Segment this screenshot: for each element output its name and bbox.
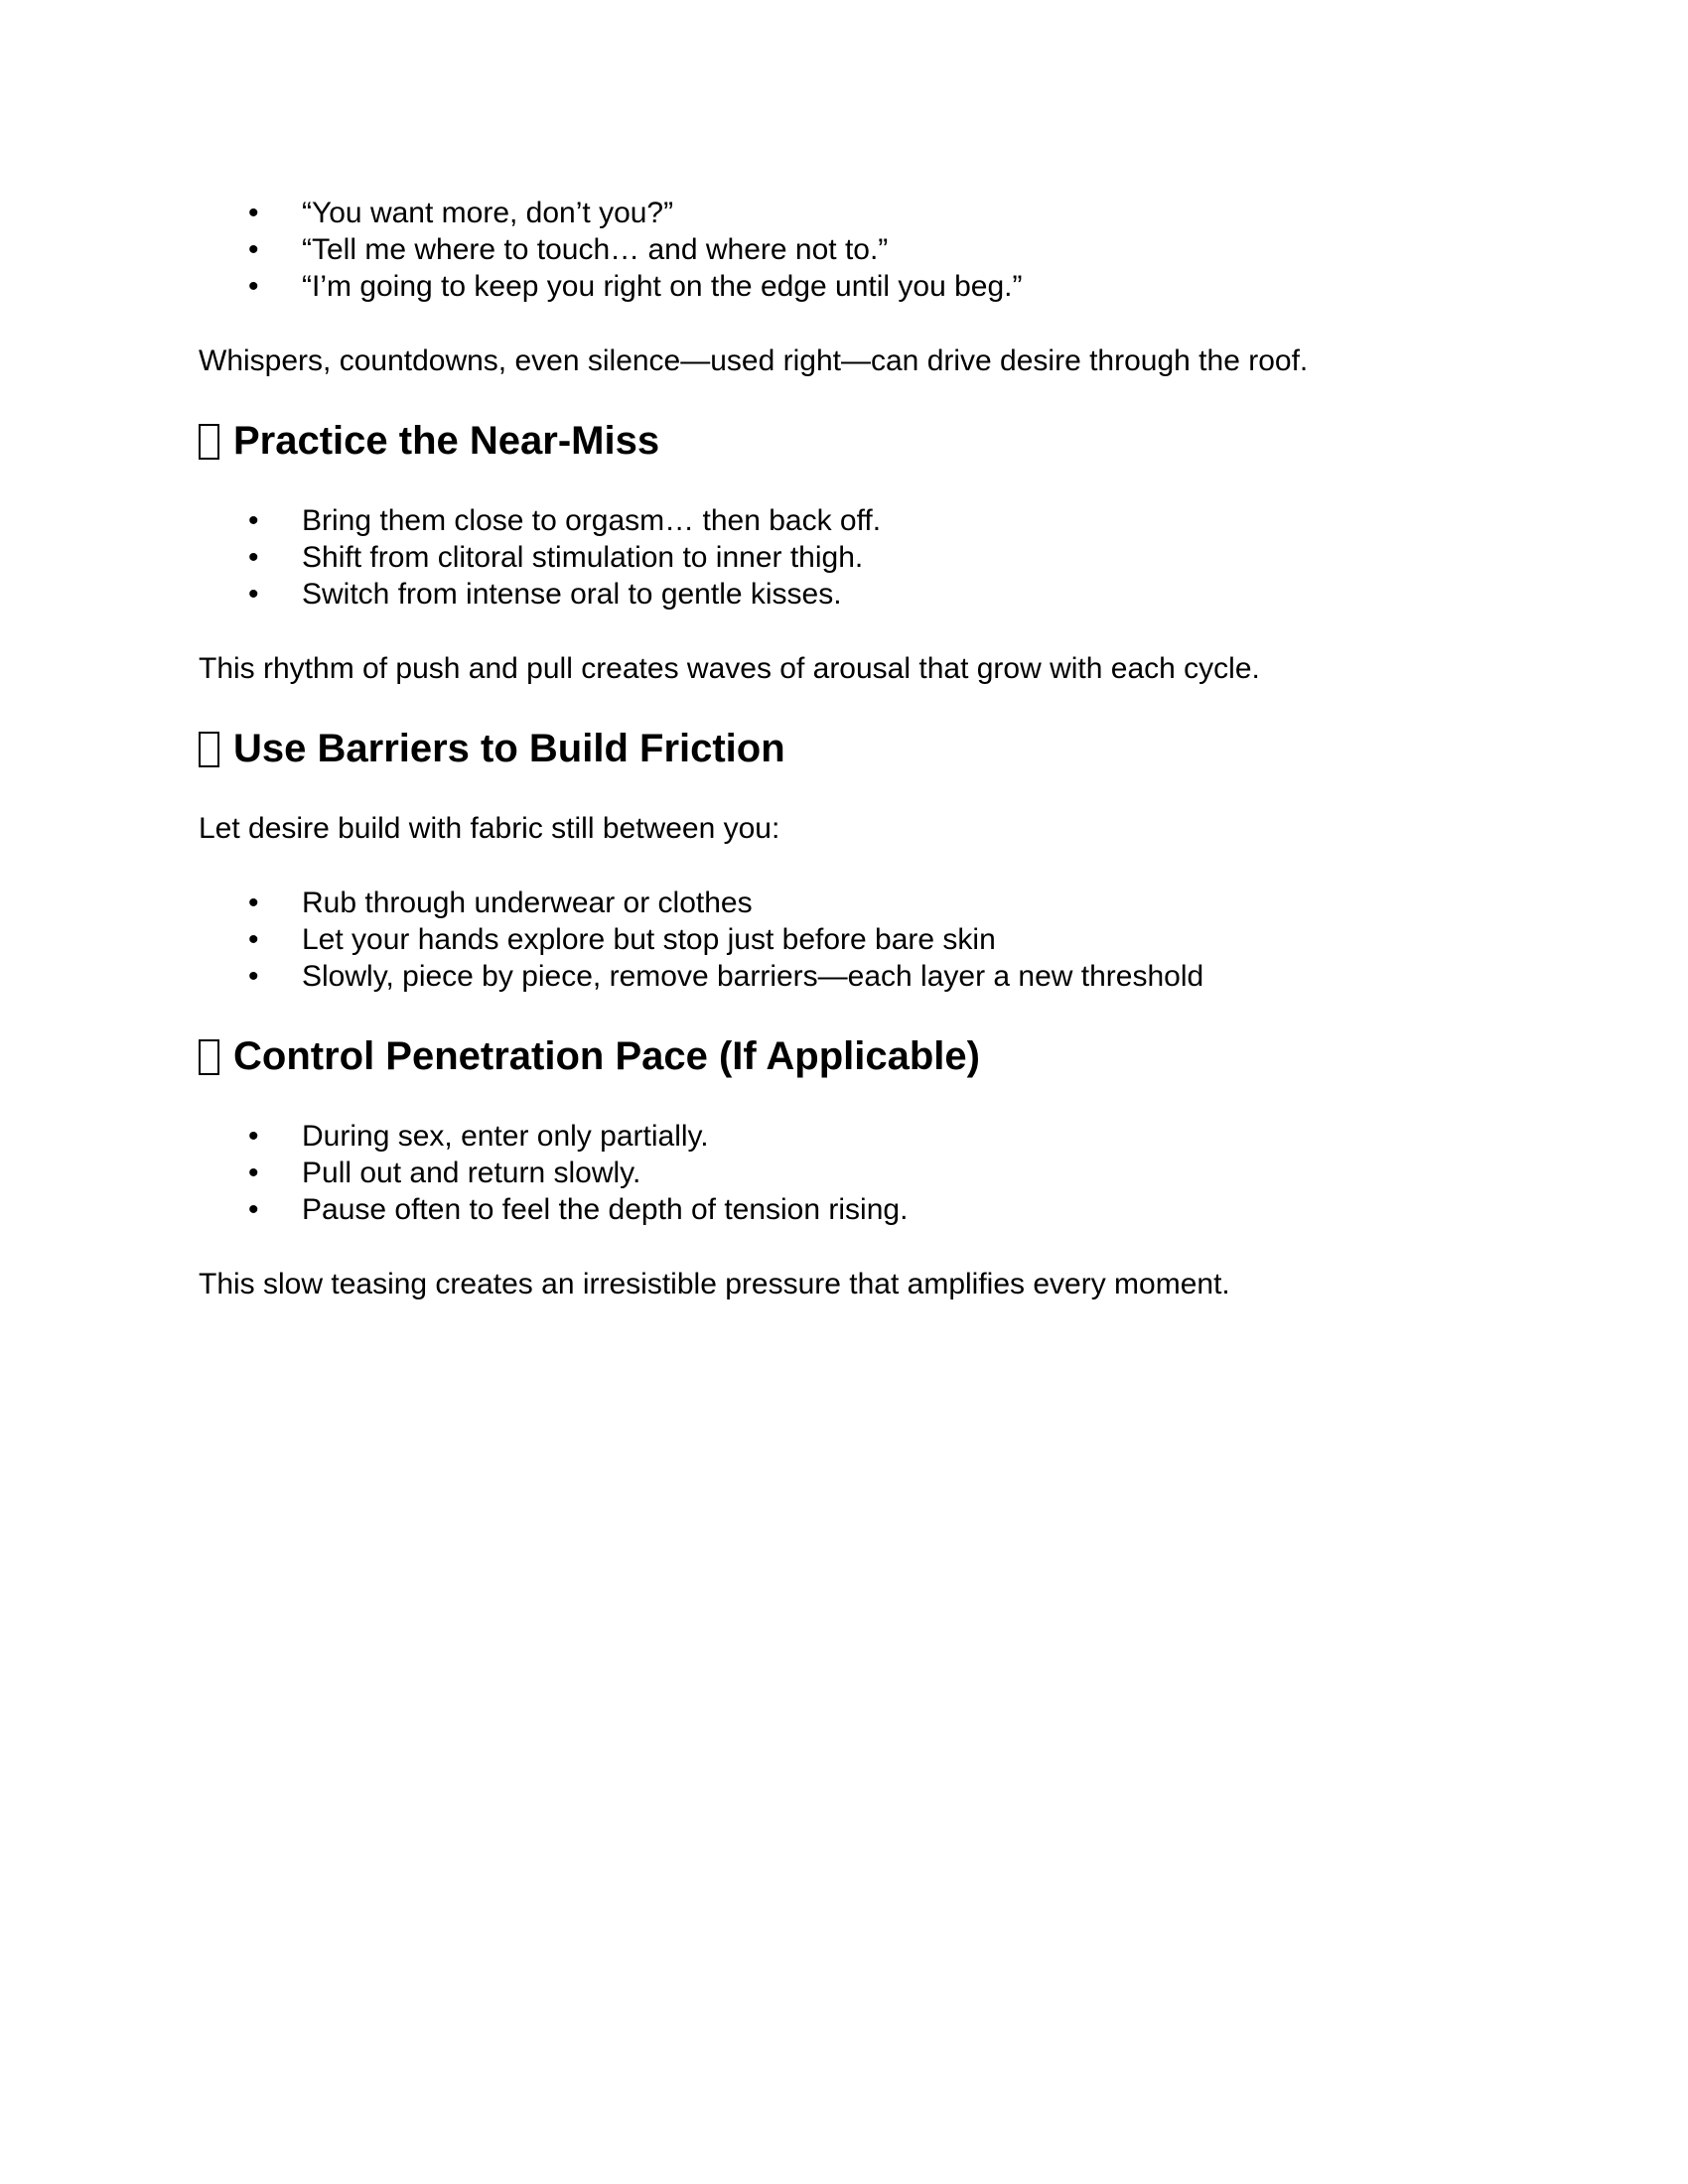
section-heading-text: Control Penetration Pace (If Applicable) — [233, 1034, 980, 1078]
missing-glyph-icon — [199, 424, 219, 460]
section-bullet-list — [199, 885, 1509, 995]
list-item: • “Tell me where to touch… and where not to.” — [199, 231, 1509, 268]
list-item: • “You want more, don’t you?” — [199, 195, 1509, 231]
list-item: • Let your hands explore but stop just before bare skin — [199, 921, 1509, 958]
section-closing-paragraph: This rhythm of push and pull creates waves of arousal that grow with each cycle. — [199, 652, 1260, 685]
section-heading-text: Use Barriers to Build Friction — [233, 727, 785, 770]
section-heading — [199, 417, 1509, 465]
list-item: • Bring them close to orgasm… then back off. — [199, 502, 1509, 539]
list-item: • Pull out and return slowly. — [199, 1155, 1509, 1191]
list-item: • Shift from clitoral stimulation to inner thigh. — [199, 539, 1509, 576]
list-item: • Slowly, piece by piece, remove barriers—each layer a new threshold — [199, 958, 1509, 995]
list-item: • “I’m going to keep you right on the edge until you beg.” — [199, 268, 1509, 305]
section-bullet-list — [199, 502, 1509, 613]
list-item: • Rub through underwear or clothes — [199, 885, 1509, 921]
list-item: • During sex, enter only partially. — [199, 1118, 1509, 1155]
section-closing-paragraph: This slow teasing creates an irresistible pressure that amplifies every moment. — [199, 1268, 1230, 1300]
intro-paragraph: Whispers, countdowns, even silence—used right—can drive desire through the roof. — [199, 344, 1309, 377]
section-heading — [199, 1032, 1509, 1080]
section-lead-paragraph: Let desire build with fabric still between you: — [199, 812, 780, 845]
intro-bullet-list — [199, 195, 1509, 305]
section-heading-text: Practice the Near-Miss — [233, 419, 660, 463]
missing-glyph-icon — [199, 732, 219, 767]
missing-glyph-icon — [199, 1039, 219, 1075]
section-heading — [199, 725, 1509, 772]
section-bullet-list — [199, 1118, 1509, 1228]
list-item: • Pause often to feel the depth of tension rising. — [199, 1191, 1509, 1228]
list-item: • Switch from intense oral to gentle kisses. — [199, 576, 1509, 613]
